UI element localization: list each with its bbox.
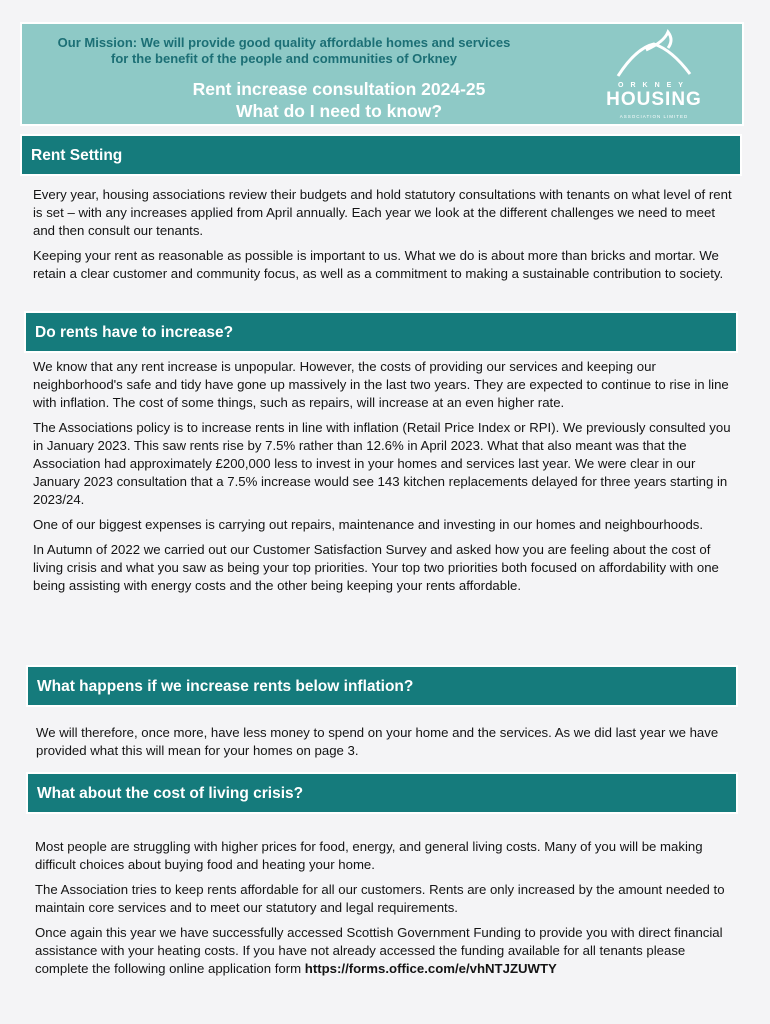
page-title	[122, 78, 556, 122]
mountain-swoosh-logo-icon	[606, 28, 702, 82]
logo-sub-text: ASSOCIATION LIMITED	[619, 114, 689, 119]
section-body-cost-of-living	[35, 838, 731, 985]
paragraph: Keeping your rent as reasonable as possible is important to us. What we do is about more than bricks and mortar. We retain a clear customer and community focus, as well as a commitment to making a sustainable contribution to society.	[33, 248, 724, 281]
paragraph: The Association tries to keep rents affordable for all our customers. Rents are only increased by the amount needed to maintain core services and to meet our statutory and legal requirements.	[35, 882, 725, 915]
paragraph: In Autumn of 2022 we carried out our Customer Satisfaction Survey and asked how you are feeling about the cost of living crisis and what you saw as being your top priorities. Your top two priorities both focused on affordability with one being assisting with energy costs and the other being keeping your rents affordable.	[33, 542, 719, 593]
section-bar-below-inflation	[26, 665, 738, 707]
paragraph-text: Once again this year we have successfully accessed Scottish Government Funding to provide you with direct financial assistance with your heating costs. If you have not already accessed the funding available for all tenants please complete the following online application form	[35, 925, 723, 976]
application-form-link[interactable]: https://forms.office.com/e/vhNTJZUWTY	[304, 961, 557, 976]
orkney-housing-logo	[606, 28, 702, 122]
mission-line-1: Our Mission: We will provide good quality affordable homes and services	[57, 35, 511, 50]
section-heading: Do rents have to increase?	[35, 324, 234, 341]
paragraph: We know that any rent increase is unpopular. However, the costs of providing our services and keeping our neighborhood's safe and tidy have gone up massively in the last two years. They are expected to continue to rise in line with inflation. The cost of some things, such as repairs, will increase at an even higher rate.	[33, 359, 729, 410]
title-line-2: What do I need to know?	[235, 101, 443, 121]
section-heading: Rent Setting	[31, 147, 123, 164]
page-header	[20, 22, 744, 126]
logo-top-text: ORKNEY	[618, 82, 690, 89]
paragraph: Most people are struggling with higher prices for food, energy, and general living costs. Many of you will be making difficult choices about buying food and heating your home.	[35, 839, 703, 872]
section-body-rent-setting	[33, 186, 733, 290]
paragraph: One of our biggest expenses is carrying out repairs, maintenance and investing in our homes and neighbourhoods.	[33, 517, 704, 532]
title-line-1: Rent increase consultation 2024-25	[192, 79, 486, 99]
section-bar-rent-setting	[20, 134, 742, 176]
section-bar-cost-of-living	[26, 772, 738, 814]
section-heading: What happens if we increase rents below inflation?	[37, 678, 414, 695]
logo-main-text: HOUSING	[606, 89, 702, 110]
section-bar-do-rents-increase	[24, 311, 738, 353]
paragraph: Every year, housing associations review their budgets and hold statutory consultations with tenants on what level of rent is set – with any increases applied from April annually. Each year we look at the different challenges we need to meet and then consult our tenants.	[33, 187, 732, 238]
paragraph: The Associations policy is to increase rents in line with inflation (Retail Price Index or RPI). We previously consulted you in January 2023. This saw rents rise by 7.5% rather than 12.6% in April 2023. What that also meant was that the Association had approximately £200,000 less to invest in your homes and services last year. We were clear in our January 2023 consultation that a 7.5% increase would see 143 kitchen replacements delayed for three years starting in 2023/24.	[33, 420, 731, 507]
section-body-below-inflation	[36, 724, 730, 767]
section-heading: What about the cost of living crisis?	[37, 785, 304, 802]
mission-statement	[34, 35, 534, 67]
mission-line-2: for the benefit of the people and communities of Orkney	[111, 51, 457, 66]
paragraph	[35, 924, 731, 978]
section-body-do-rents-increase	[33, 358, 733, 602]
paragraph: We will therefore, once more, have less money to spend on your home and the services. As we did last year we have provided what this will mean for your homes on page 3.	[36, 725, 719, 758]
